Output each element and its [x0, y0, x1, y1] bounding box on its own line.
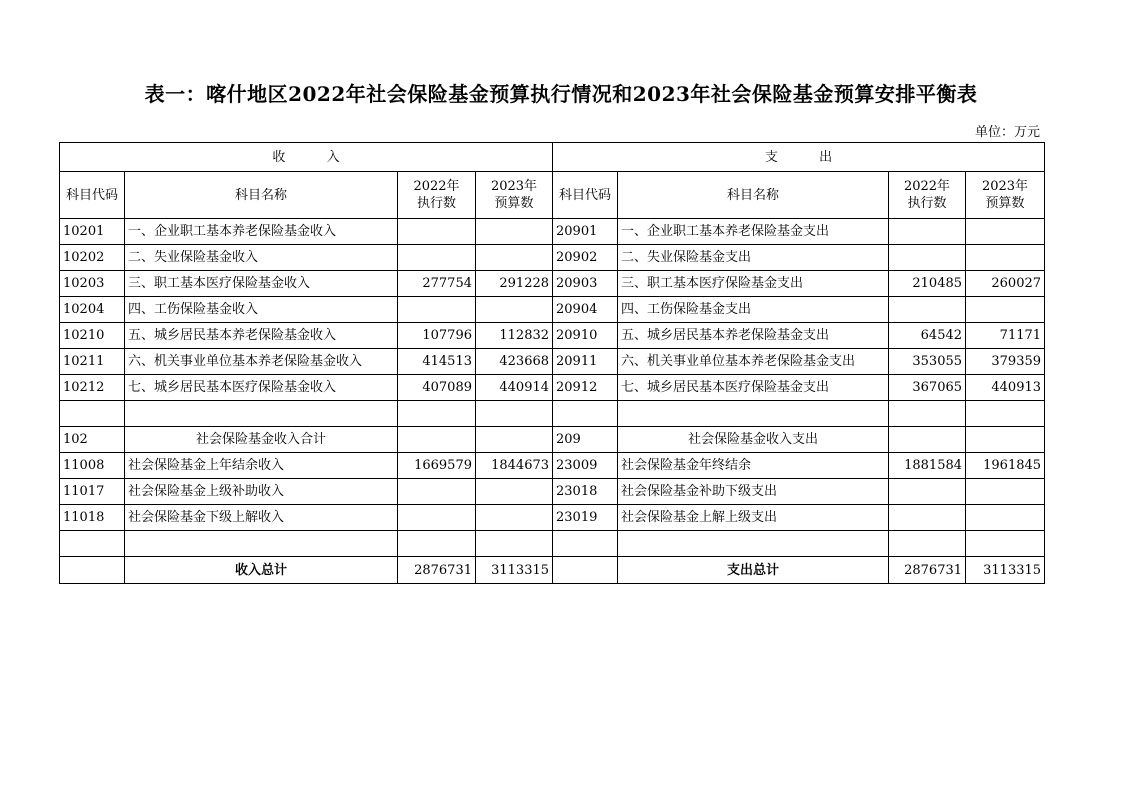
income-2023-cell: 440914	[476, 375, 553, 401]
income-2023-cell: 112832	[476, 323, 553, 349]
income-name-cell: 五、城乡居民基本养老保险基金收入	[125, 323, 398, 349]
expense-2022-header-line2: 执行数	[907, 196, 947, 211]
expense-name-cell: 一、企业职工基本养老保险基金支出	[618, 219, 889, 245]
income-name-cell: 社会保险基金下级上解收入	[125, 505, 398, 531]
table-row	[60, 479, 1045, 505]
expense-2023-cell	[966, 505, 1045, 531]
income-2022-cell	[398, 531, 476, 557]
income-2023-cell	[476, 297, 553, 323]
expense-2022-cell	[889, 219, 966, 245]
expense-name-cell: 社会保险基金年终结余	[618, 453, 889, 479]
expense-2023-cell: 71171	[966, 323, 1045, 349]
expense-code-header: 科目代码	[553, 172, 618, 219]
income-name-cell: 社会保险基金上级补助收入	[125, 479, 398, 505]
income-code-cell: 10204	[60, 297, 125, 323]
income-2022-cell	[398, 505, 476, 531]
income-2022-cell: 107796	[398, 323, 476, 349]
expense-2022-cell: 367065	[889, 375, 966, 401]
expense-code-cell: 20911	[553, 349, 618, 375]
expense-code-cell: 23009	[553, 453, 618, 479]
income-total-2022: 2876731	[398, 557, 476, 584]
expense-name-cell: 五、城乡居民基本养老保险基金支出	[618, 323, 889, 349]
expense-2022-cell	[889, 505, 966, 531]
income-name-cell: 四、工伤保险基金收入	[125, 297, 398, 323]
expense-code-cell: 20903	[553, 271, 618, 297]
expense-2022-cell	[889, 531, 966, 557]
income-total-2023: 3113315	[476, 557, 553, 584]
table-row	[60, 427, 1045, 453]
expense-2022-cell: 210485	[889, 271, 966, 297]
income-name-cell	[125, 401, 398, 427]
income-code-header: 科目代码	[60, 172, 125, 219]
expense-2023-cell	[966, 479, 1045, 505]
expense-code-cell: 20902	[553, 245, 618, 271]
income-2023-cell	[476, 531, 553, 557]
income-2022-cell	[398, 401, 476, 427]
income-code-cell: 102	[60, 427, 125, 453]
expense-2022-cell	[889, 297, 966, 323]
income-code-cell: 10201	[60, 219, 125, 245]
income-name-cell: 二、失业保险基金收入	[125, 245, 398, 271]
expense-total-2022: 2876731	[889, 557, 966, 584]
income-code-cell: 10211	[60, 349, 125, 375]
expense-2023-cell: 260027	[966, 271, 1045, 297]
expense-name-cell: 社会保险基金收入支出	[618, 427, 889, 453]
table-row	[60, 505, 1045, 531]
table-row	[60, 375, 1045, 401]
income-code-cell: 11008	[60, 453, 125, 479]
expense-name-cell	[618, 531, 889, 557]
expense-2022-header	[889, 172, 966, 219]
expense-2022-cell	[889, 401, 966, 427]
income-code-cell: 11017	[60, 479, 125, 505]
expense-code-cell: 209	[553, 427, 618, 453]
income-2023-cell: 291228	[476, 271, 553, 297]
income-name-cell: 一、企业职工基本养老保险基金收入	[125, 219, 398, 245]
expense-2022-cell	[889, 479, 966, 505]
income-2022-cell	[398, 427, 476, 453]
income-2022-cell: 277754	[398, 271, 476, 297]
income-name-header: 科目名称	[125, 172, 398, 219]
expense-2022-cell	[889, 245, 966, 271]
balance-table	[59, 142, 1045, 584]
expense-2023-header-line1: 2023年	[981, 179, 1029, 194]
expense-name-header: 科目名称	[618, 172, 889, 219]
expense-2022-cell: 64542	[889, 323, 966, 349]
page-title: 表一：喀什地区2022年社会保险基金预算执行情况和2023年社会保险基金预算安排平衡表	[144, 82, 978, 106]
income-2022-cell: 407089	[398, 375, 476, 401]
expense-2023-cell: 379359	[966, 349, 1045, 375]
income-2023-header-line2: 预算数	[494, 196, 534, 211]
table-row	[60, 349, 1045, 375]
income-name-cell: 社会保险基金上年结余收入	[125, 453, 398, 479]
income-2023-cell	[476, 427, 553, 453]
income-2022-cell	[398, 479, 476, 505]
expense-code-cell	[553, 401, 618, 427]
expense-code-cell: 23019	[553, 505, 618, 531]
income-2023-header-line1: 2023年	[490, 179, 538, 194]
expense-name-cell: 二、失业保险基金支出	[618, 245, 889, 271]
expense-2022-header-line1: 2022年	[903, 179, 951, 194]
income-2022-header-line2: 执行数	[416, 196, 456, 211]
expense-code-cell: 20910	[553, 323, 618, 349]
income-2023-cell: 1844673	[476, 453, 553, 479]
table-row	[60, 219, 1045, 245]
header-row-columns	[60, 172, 1045, 219]
income-2022-header-line1: 2022年	[413, 179, 460, 194]
expense-section-header: 支 出	[553, 143, 1045, 172]
table-row	[60, 271, 1045, 297]
expense-code-cell: 20901	[553, 219, 618, 245]
income-total-label: 收入总计	[125, 557, 398, 584]
expense-2023-header-line2: 预算数	[985, 196, 1025, 211]
expense-2022-cell: 353055	[889, 349, 966, 375]
header-row-sections	[60, 143, 1045, 172]
table-row	[60, 297, 1045, 323]
expense-2023-cell	[966, 297, 1045, 323]
income-2022-cell: 1669579	[398, 453, 476, 479]
income-2023-cell	[476, 245, 553, 271]
income-name-cell: 社会保险基金收入合计	[125, 427, 398, 453]
expense-total-code-cell	[553, 557, 618, 584]
income-code-cell: 10202	[60, 245, 125, 271]
income-2022-cell	[398, 245, 476, 271]
expense-2023-cell	[966, 427, 1045, 453]
income-code-cell: 10203	[60, 271, 125, 297]
income-code-cell	[60, 401, 125, 427]
expense-2023-cell	[966, 219, 1045, 245]
expense-code-cell: 23018	[553, 479, 618, 505]
income-2023-cell: 423668	[476, 349, 553, 375]
expense-2023-cell: 440913	[966, 375, 1045, 401]
expense-total-label: 支出总计	[618, 557, 889, 584]
expense-name-cell: 六、机关事业单位基本养老保险基金支出	[618, 349, 889, 375]
table-row	[60, 323, 1045, 349]
table-row	[60, 531, 1045, 557]
expense-2023-header	[966, 172, 1045, 219]
expense-code-cell: 20904	[553, 297, 618, 323]
income-code-cell: 10210	[60, 323, 125, 349]
income-2022-header	[398, 172, 476, 219]
expense-2023-cell: 1961845	[966, 453, 1045, 479]
income-name-cell: 六、机关事业单位基本养老保险基金收入	[125, 349, 398, 375]
expense-name-cell: 四、工伤保险基金支出	[618, 297, 889, 323]
expense-name-cell: 七、城乡居民基本医疗保险基金支出	[618, 375, 889, 401]
expense-code-cell	[553, 531, 618, 557]
income-2023-header	[476, 172, 553, 219]
expense-2023-cell	[966, 531, 1045, 557]
expense-name-cell: 三、职工基本医疗保险基金支出	[618, 271, 889, 297]
income-code-cell: 10212	[60, 375, 125, 401]
expense-2022-cell	[889, 427, 966, 453]
income-section-header: 收 入	[60, 143, 553, 172]
expense-2023-cell	[966, 401, 1045, 427]
expense-name-cell: 社会保险基金补助下级支出	[618, 479, 889, 505]
income-2022-cell	[398, 219, 476, 245]
income-2023-cell	[476, 505, 553, 531]
income-total-code-cell	[60, 557, 125, 584]
income-name-cell	[125, 531, 398, 557]
income-name-cell: 三、职工基本医疗保险基金收入	[125, 271, 398, 297]
income-2022-cell: 414513	[398, 349, 476, 375]
expense-name-cell: 社会保险基金上解上级支出	[618, 505, 889, 531]
expense-2022-cell: 1881584	[889, 453, 966, 479]
income-2022-cell	[398, 297, 476, 323]
expense-2023-cell	[966, 245, 1045, 271]
income-code-cell	[60, 531, 125, 557]
income-name-cell: 七、城乡居民基本医疗保险基金收入	[125, 375, 398, 401]
expense-code-cell: 20912	[553, 375, 618, 401]
income-code-cell: 11018	[60, 505, 125, 531]
income-2023-cell	[476, 401, 553, 427]
total-row	[60, 557, 1045, 584]
income-2023-cell	[476, 479, 553, 505]
table-row	[60, 245, 1045, 271]
expense-total-2023: 3113315	[966, 557, 1045, 584]
unit-label: 单位：万元	[974, 125, 1040, 140]
table-row	[60, 401, 1045, 427]
income-2023-cell	[476, 219, 553, 245]
table-row	[60, 453, 1045, 479]
expense-name-cell	[618, 401, 889, 427]
